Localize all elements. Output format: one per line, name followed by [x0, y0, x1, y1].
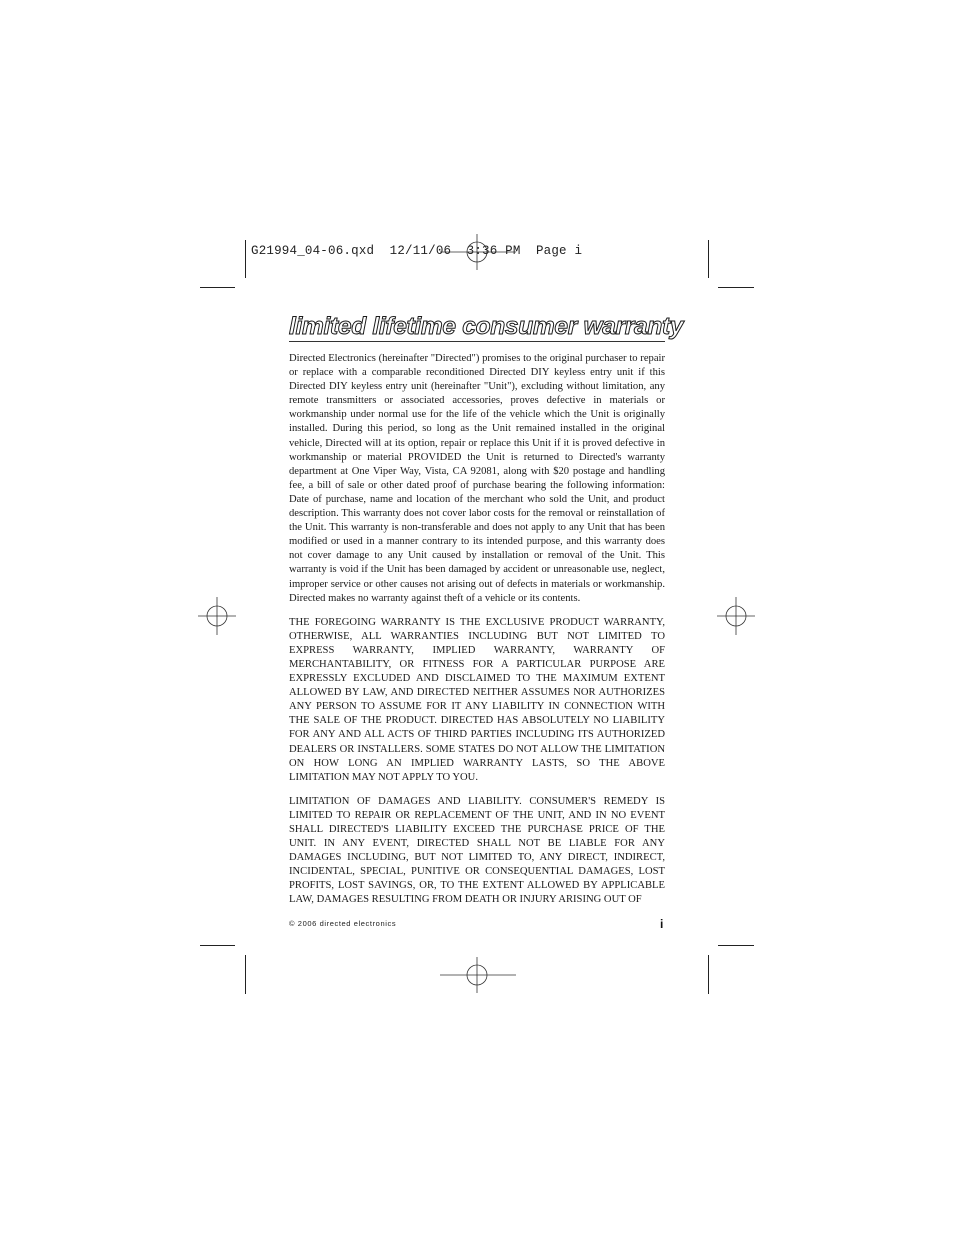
title-underline — [289, 341, 665, 342]
registration-mark-left — [197, 596, 237, 636]
crop-mark-bottom-left-vertical — [245, 955, 246, 994]
crop-mark-bottom-left-horizontal — [200, 945, 235, 946]
warranty-paragraph: Directed Electronics (hereinafter "Directed") promises to the original purchaser to repair or replace with a comparable reconditioned Directed DIY keyless entry unit if this Directed DIY keyless entry unit (hereinafter "Unit"), excluding without limitation, any remote transmitters or associated accessories, proves defective in materials or workmanship under normal use for the life of the vehicle which the Unit is originally installed. During this period, so long as the Unit remained installed in the original vehicle, Directed will at its option, repair or replace this Unit if it is proved defective in workmanship or material PROVIDED the Unit is returned to Directed's warranty department at One Viper Way, Vista, CA 92081, along with $20 postage and handling fee, a bill of sale or other dated proof of purchase bearing the following information: Date of purchase, name and location of the merchant who sold the Unit, and product description. This warranty does not cover labor costs for the removal or reinstallation of the Unit. This warranty is non-transferable and does not apply to any Unit that has been modified or used in a manner contrary to its intended purpose, and this warranty does not cover damage to any Unit caused by installation or removal of the Unit. This warranty is void if the Unit has been damaged by accident or unreasonable use, neglect, improper service or other causes not arising out of defects in materials or workmanship. Directed makes no warranty against theft of a vehicle or its contents. — [289, 353, 665, 604]
crop-mark-bottom-right-vertical — [708, 955, 709, 994]
crop-mark-top-right-horizontal — [718, 287, 754, 288]
page-number: i — [660, 917, 664, 931]
crop-mark-top-right-vertical — [708, 240, 709, 278]
copyright-notice: © 2006 directed electronics — [289, 919, 397, 928]
disclaimer-paragraph: THE FOREGOING WARRANTY IS THE EXCLUSIVE PRODUCT WARRANTY, OTHERWISE, ALL WARRANTIES INCLUDING BUT NOT LIMITED TO EXPRESS WARRANTY, IMPLIED WARRANTY, WARRANTY OF MERCHANTABILITY, OR FITNESS FOR A PARTICULAR PURPOSE ARE EXPRESSLY EXCLUDED AND DISCLAIMED TO THE MAXIMUM EXTENT ALLOWED BY LAW, AND DIRECTED NEITHER ASSUMES NOR AUTHORIZES ANY PERSON TO ASSUME FOR IT ANY LIABILITY IN CONNECTION WITH THE SALE OF THE PRODUCT. DIRECTED HAS ABSOLUTELY NO LIABILITY FOR ANY AND ALL ACTS OF THIRD PARTIES INCLUDING ITS AUTHORIZED DEALERS OR INSTALLERS. SOME STATES DO NOT ALLOW THE LIMITATION ON HOW LONG AN IMPLIED WARRANTY LASTS, SO THE ABOVE LIMITATION MAY NOT APPLY TO YOU. — [289, 616, 665, 783]
printer-slug: G21994_04-06.qxd 12/11/06 3:36 PM Page i — [251, 244, 583, 258]
crop-mark-top-left-horizontal — [200, 287, 235, 288]
warranty-body — [289, 352, 665, 918]
registration-mark-bottom — [438, 955, 518, 995]
page-title: limited lifetime consumer warranty — [289, 313, 684, 340]
registration-mark-right — [716, 596, 756, 636]
crop-mark-top-left-vertical — [245, 240, 246, 278]
crop-mark-bottom-right-horizontal — [718, 945, 754, 946]
registration-mark-top — [438, 232, 518, 272]
limitation-paragraph: LIMITATION OF DAMAGES AND LIABILITY. CONSUMER'S REMEDY IS LIMITED TO REPAIR OR REPLACEMENT OF THE UNIT, AND IN NO EVENT SHALL DIRECTED'S LIABILITY EXCEED THE PURCHASE PRICE OF THE UNIT. IN ANY EVENT, DIRECTED SHALL NOT BE LIABLE FOR ANY DAMAGES INCLUDING, BUT NOT LIMITED TO, ANY DIRECT, INDIRECT, INCIDENTAL, SPECIAL, PUNITIVE OR CONSEQUENTIAL DAMAGES, LOST PROFITS, LOST SAVINGS, OR, TO THE EXTENT ALLOWED BY APPLICABLE LAW, DAMAGES RESULTING FROM DEATH OR INJURY ARISING OUT OF — [289, 795, 665, 906]
